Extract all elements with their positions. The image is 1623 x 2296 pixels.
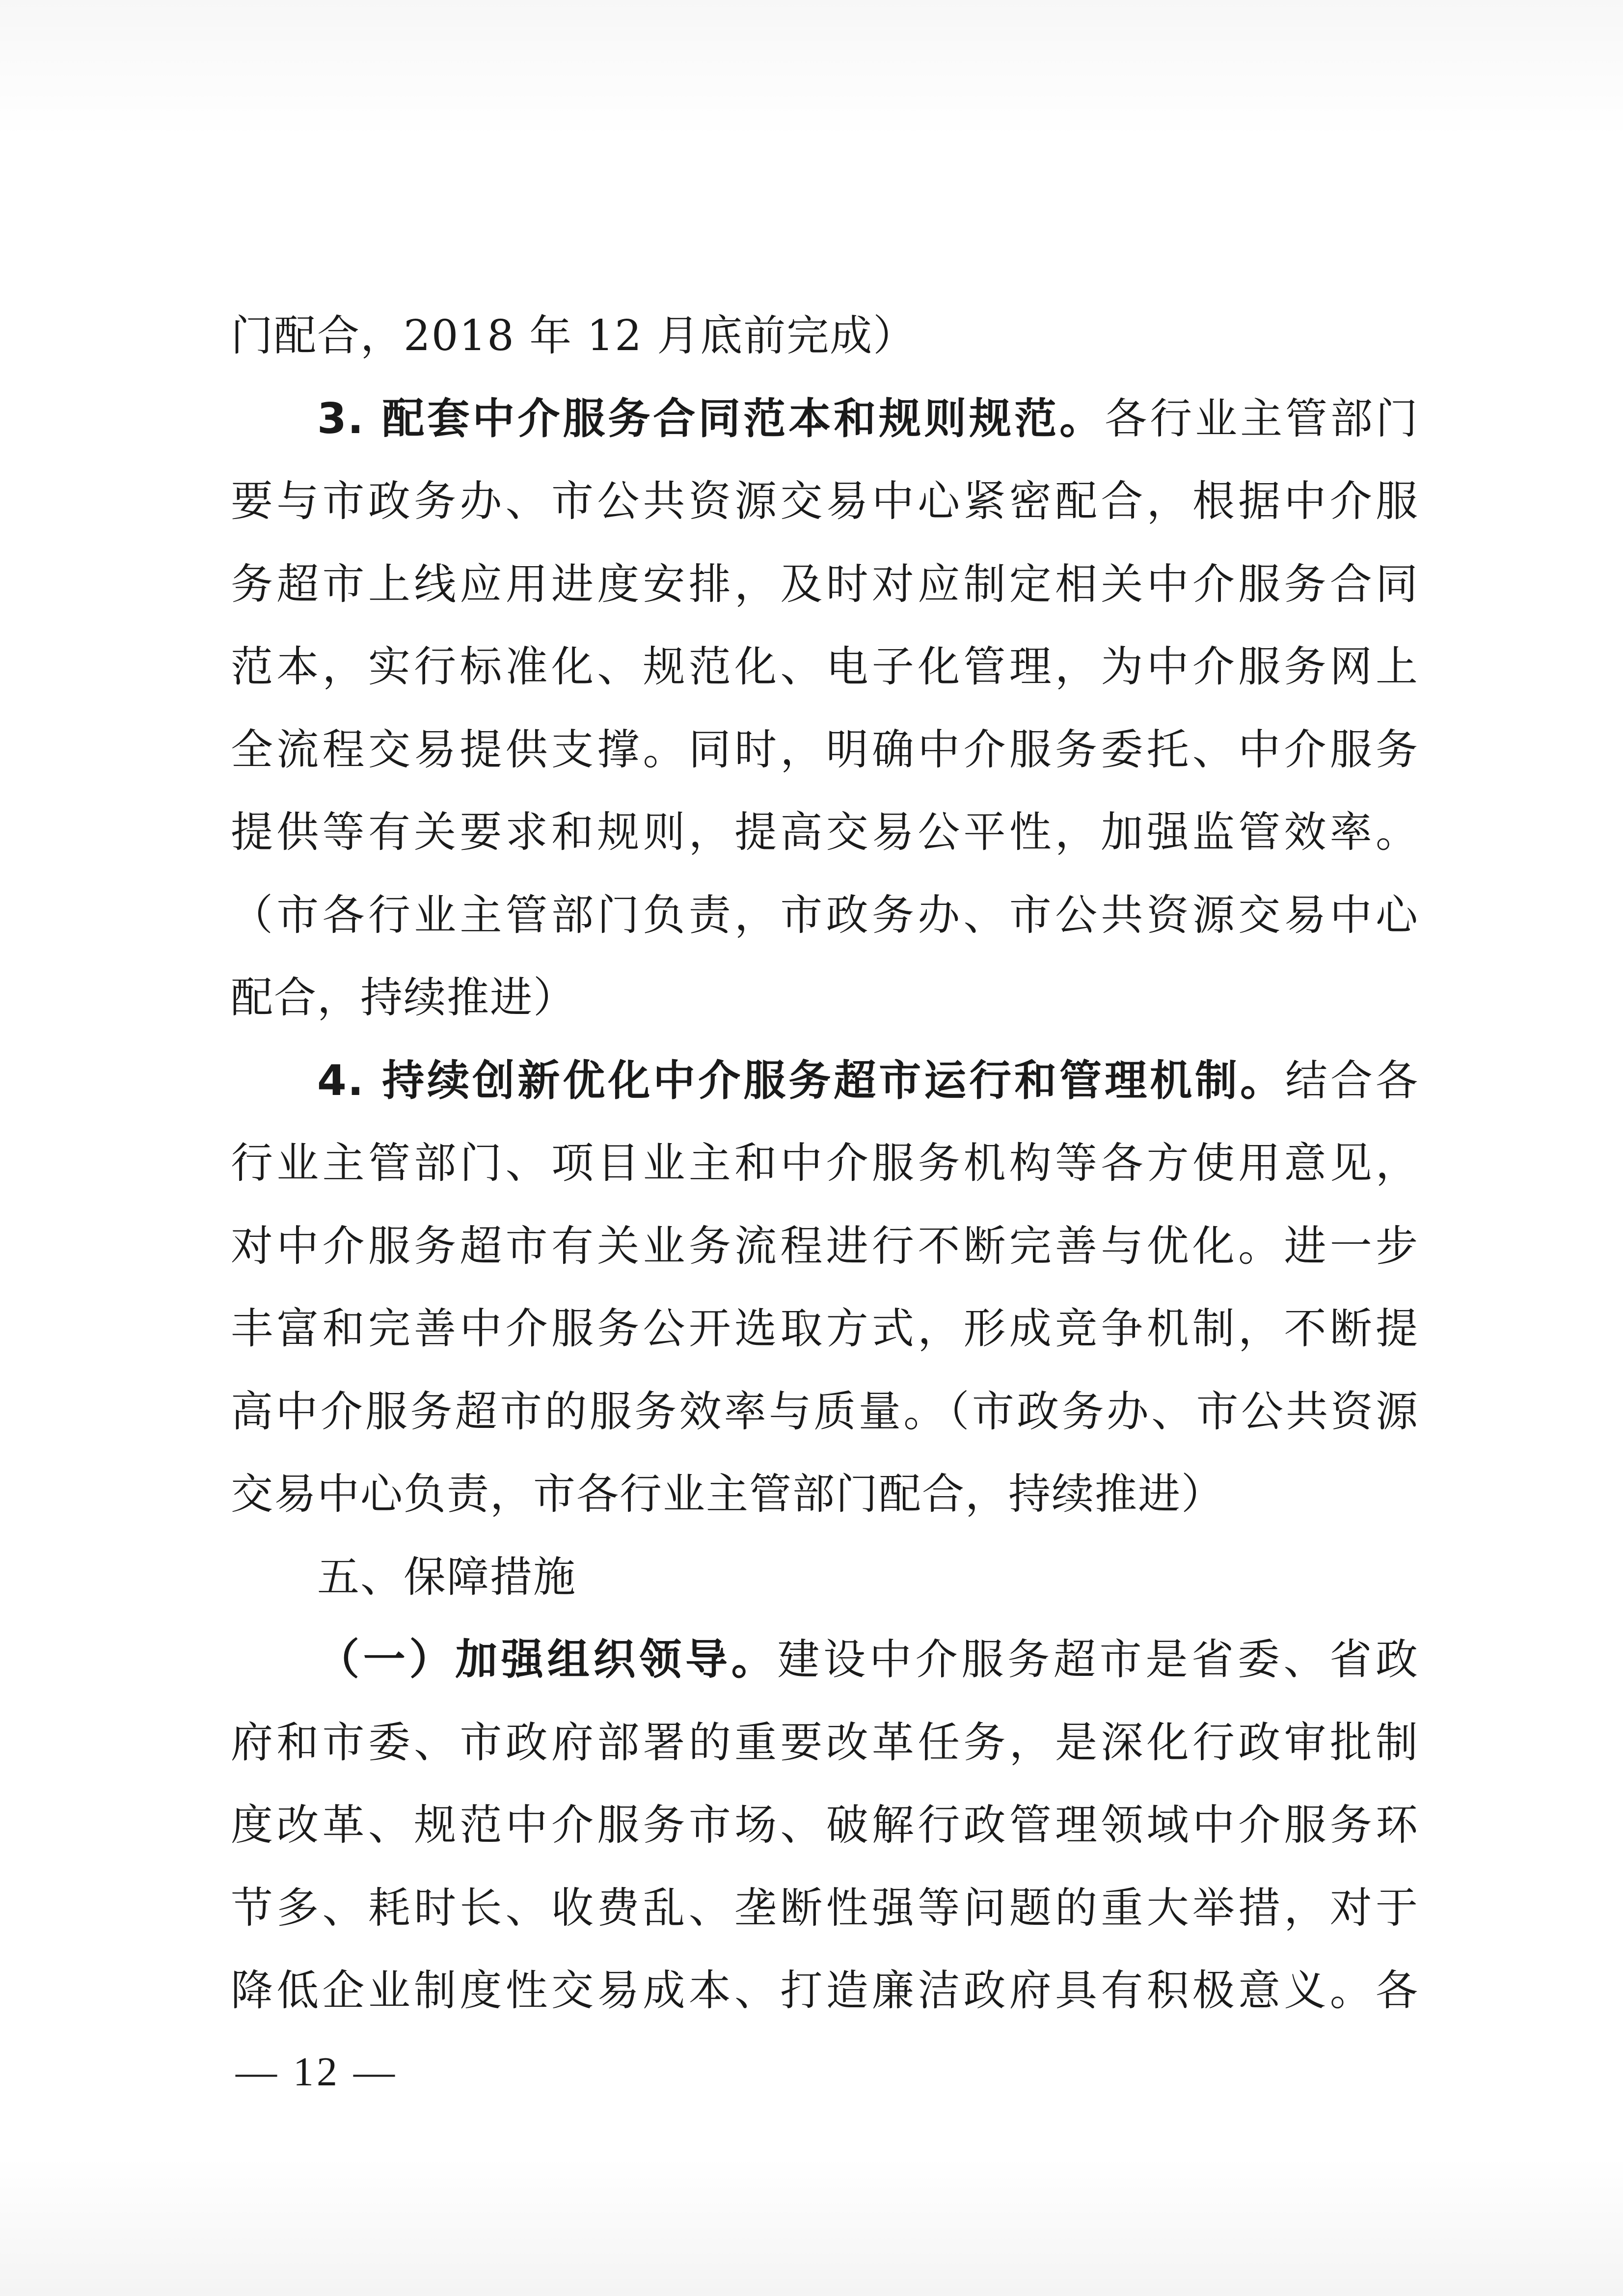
paragraph-line: 配合，持续推进）: [231, 973, 576, 1022]
paragraph-line: [231, 1039, 1419, 1122]
paragraph-line: 丰富和完善中介服务公开选取方式，形成竞争机制，不断提: [231, 1304, 1419, 1353]
page-number: — 12 —: [236, 2049, 398, 2095]
paragraph-line: 降低企业制度性交易成本、打造廉洁政府具有积极意义。各: [231, 1966, 1419, 2015]
paragraph-text: 结合各: [1285, 1056, 1419, 1105]
paragraph-line: 要与市政务办、市公共资源交易中心紧密配合，根据中介服: [231, 477, 1419, 526]
paragraph-line: 府和市委、市政府部署的重要改革任务，是深化行政审批制: [231, 1718, 1419, 1767]
section-heading: 五、保障措施: [317, 1552, 576, 1602]
paragraph-text: 建设中介服务超市是省委、省政: [777, 1635, 1419, 1684]
paragraph-line: [231, 1618, 1419, 1701]
document-body: [231, 295, 1419, 2032]
paragraph-line: 务超市上线应用进度安排，及时对应制定相关中介服务合同: [231, 559, 1419, 609]
paragraph-line: 范本，实行标准化、规范化、电子化管理，为中介服务网上: [231, 642, 1419, 691]
paragraph-line: 高中介服务超市的服务效率与质量。（市政务办、市公共资源: [231, 1387, 1419, 1436]
paragraph-line: [231, 378, 1419, 461]
paragraph-line: 对中介服务超市有关业务流程进行不断完善与优化。进一步: [231, 1221, 1419, 1271]
paragraph-line: （市各行业主管部门负责，市政务办、市公共资源交易中心: [231, 890, 1419, 940]
paragraph-text: 各行业主管部门: [1105, 394, 1419, 443]
paragraph-line: 节多、耗时长、收费乱、垄断性强等问题的重大举措，对于: [231, 1883, 1419, 1933]
paragraph-line: 门配合，2018 年 12 月底前完成）: [231, 311, 917, 360]
paragraph-line: 提供等有关要求和规则，提高交易公平性，加强监管效率。: [231, 808, 1419, 857]
paragraph-line: 度改革、规范中介服务市场、破解行政管理领域中介服务环: [231, 1801, 1419, 1850]
paragraph-line: 全流程交易提供支撑。同时，明确中介服务委托、中介服务: [231, 725, 1419, 774]
paragraph-line: 行业主管部门、项目业主和中介服务机构等各方使用意见，: [231, 1139, 1419, 1188]
paragraph-line: 交易中心负责，市各行业主管部门配合，持续推进）: [231, 1470, 1224, 1519]
section-title: 3. 配套中介服务合同范本和规则规范。: [317, 394, 1105, 443]
section-title: 4. 持续创新优化中介服务超市运行和管理机制。: [317, 1056, 1286, 1105]
section-title: （一）加强组织领导。: [317, 1635, 778, 1684]
